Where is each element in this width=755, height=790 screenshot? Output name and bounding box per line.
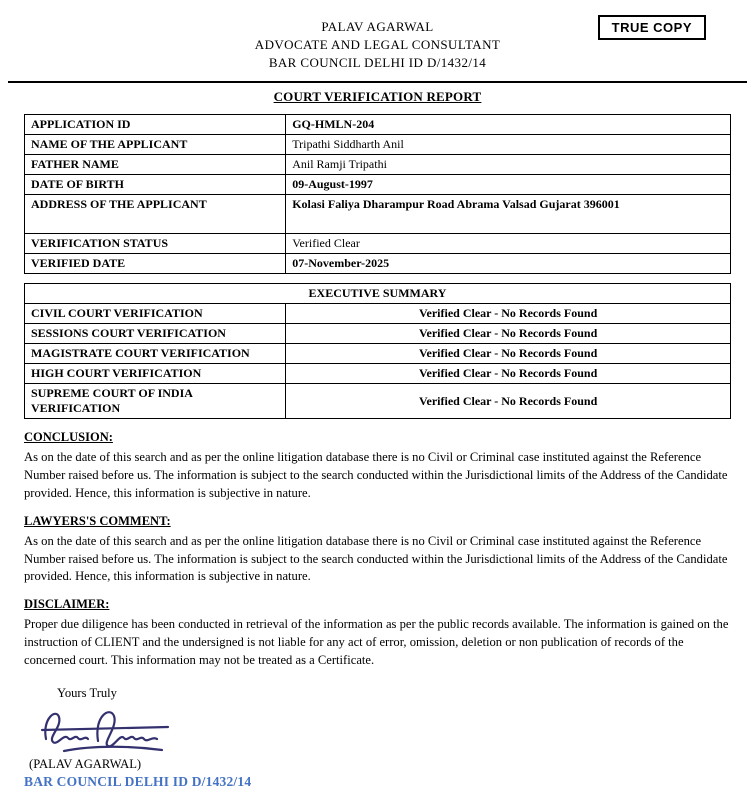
field-value: 07-November-2025 bbox=[286, 254, 731, 274]
advocate-bar-id: BAR COUNCIL DELHI ID D/1432/14 bbox=[268, 55, 487, 70]
closing-block bbox=[24, 686, 731, 790]
advocate-name: PALAV AGARWAL bbox=[321, 19, 434, 34]
field-value: Anil Ramji Tripathi bbox=[286, 155, 731, 175]
field-label: HIGH COURT VERIFICATION bbox=[25, 364, 286, 384]
table-row bbox=[25, 324, 731, 344]
field-value: Verified Clear bbox=[286, 234, 731, 254]
field-label: MAGISTRATE COURT VERIFICATION bbox=[25, 344, 286, 364]
section-body: Proper due diligence has been conducted in retrieval of the information as per the public records available. The information is gained on the instruction of CLIENT and the undersigned is not liable for any act of error, omission, deletion or non publication of records of the concerned court. This information may not be treated as a Certificate. bbox=[24, 617, 729, 667]
table-row bbox=[25, 344, 731, 364]
section-heading: LAWYERS'S COMMENT: bbox=[24, 513, 171, 528]
field-value: Verified Clear - No Records Found bbox=[286, 324, 731, 344]
field-label: VERIFICATION STATUS bbox=[25, 234, 286, 254]
field-value: Kolasi Faliya Dharampur Road Abrama Valsad Gujarat 396001 bbox=[286, 195, 731, 234]
field-value: Verified Clear - No Records Found bbox=[286, 344, 731, 364]
field-label: SUPREME COURT OF INDIA VERIFICATION bbox=[25, 384, 286, 419]
table-row bbox=[25, 135, 731, 155]
table-header-row bbox=[25, 284, 731, 304]
table-row bbox=[25, 384, 731, 419]
field-label: ADDRESS OF THE APPLICANT bbox=[25, 195, 286, 234]
field-value: Verified Clear - No Records Found bbox=[286, 364, 731, 384]
closing-salutation: Yours Truly bbox=[57, 685, 117, 700]
table-row bbox=[25, 155, 731, 175]
field-value: 09-August-1997 bbox=[286, 175, 731, 195]
section-body: As on the date of this search and as per the online litigation database there is no Civil or Criminal case instituted against the Reference Number raised before us. The information is subject to the search conducted within the Jurisdictional limits of the Address of the Candidate provided. Hence, this information is subjective in nature. bbox=[24, 450, 728, 500]
section-body: As on the date of this search and as per the online litigation database there is no Civil or Criminal case instituted against the Reference Number raised before us. The information is subject to the search conducted within the Jurisdictional limits of the Address of the Candidate provided. Hence, this information is subjective in nature. bbox=[24, 533, 728, 584]
table-row bbox=[25, 234, 731, 254]
table-row bbox=[25, 254, 731, 274]
disclaimer-section bbox=[24, 597, 731, 670]
lawyers-comment-section bbox=[24, 514, 731, 587]
field-label: APPLICATION ID bbox=[25, 115, 286, 135]
field-label: SESSIONS COURT VERIFICATION bbox=[25, 324, 286, 344]
conclusion-section bbox=[24, 430, 731, 503]
section-heading: CONCLUSION: bbox=[24, 430, 113, 444]
executive-summary-title: EXECUTIVE SUMMARY bbox=[25, 284, 731, 304]
field-value: GQ-HMLN-204 bbox=[286, 115, 731, 135]
field-value: Verified Clear - No Records Found bbox=[286, 384, 731, 419]
applicant-details-table bbox=[24, 114, 731, 274]
table-row bbox=[25, 304, 731, 324]
table-row bbox=[25, 195, 731, 234]
table-row bbox=[25, 175, 731, 195]
executive-summary-table bbox=[24, 283, 731, 419]
field-value: Tripathi Siddharth Anil bbox=[286, 135, 731, 155]
header-divider bbox=[8, 81, 747, 83]
field-label: CIVIL COURT VERIFICATION bbox=[25, 304, 286, 324]
table-row bbox=[25, 364, 731, 384]
section-heading: DISCLAIMER: bbox=[24, 597, 110, 612]
field-label: VERIFIED DATE bbox=[25, 254, 286, 274]
table-row bbox=[25, 115, 731, 135]
signatory-name: (PALAV AGARWAL) bbox=[29, 756, 142, 771]
field-label: DATE OF BIRTH bbox=[25, 175, 286, 195]
signature-ink bbox=[36, 705, 176, 757]
field-label: NAME OF THE APPLICANT bbox=[25, 135, 286, 155]
field-value: Verified Clear - No Records Found bbox=[286, 304, 731, 324]
footer-bar-council-id: BAR COUNCIL DELHI ID D/1432/14 bbox=[24, 773, 252, 789]
true-copy-label: TRUE COPY bbox=[611, 20, 692, 35]
report-title: COURT VERIFICATION REPORT bbox=[273, 89, 482, 104]
field-label: FATHER NAME bbox=[25, 155, 286, 175]
advocate-title: ADVOCATE AND LEGAL CONSULTANT bbox=[254, 37, 501, 52]
true-copy-stamp bbox=[598, 15, 706, 40]
